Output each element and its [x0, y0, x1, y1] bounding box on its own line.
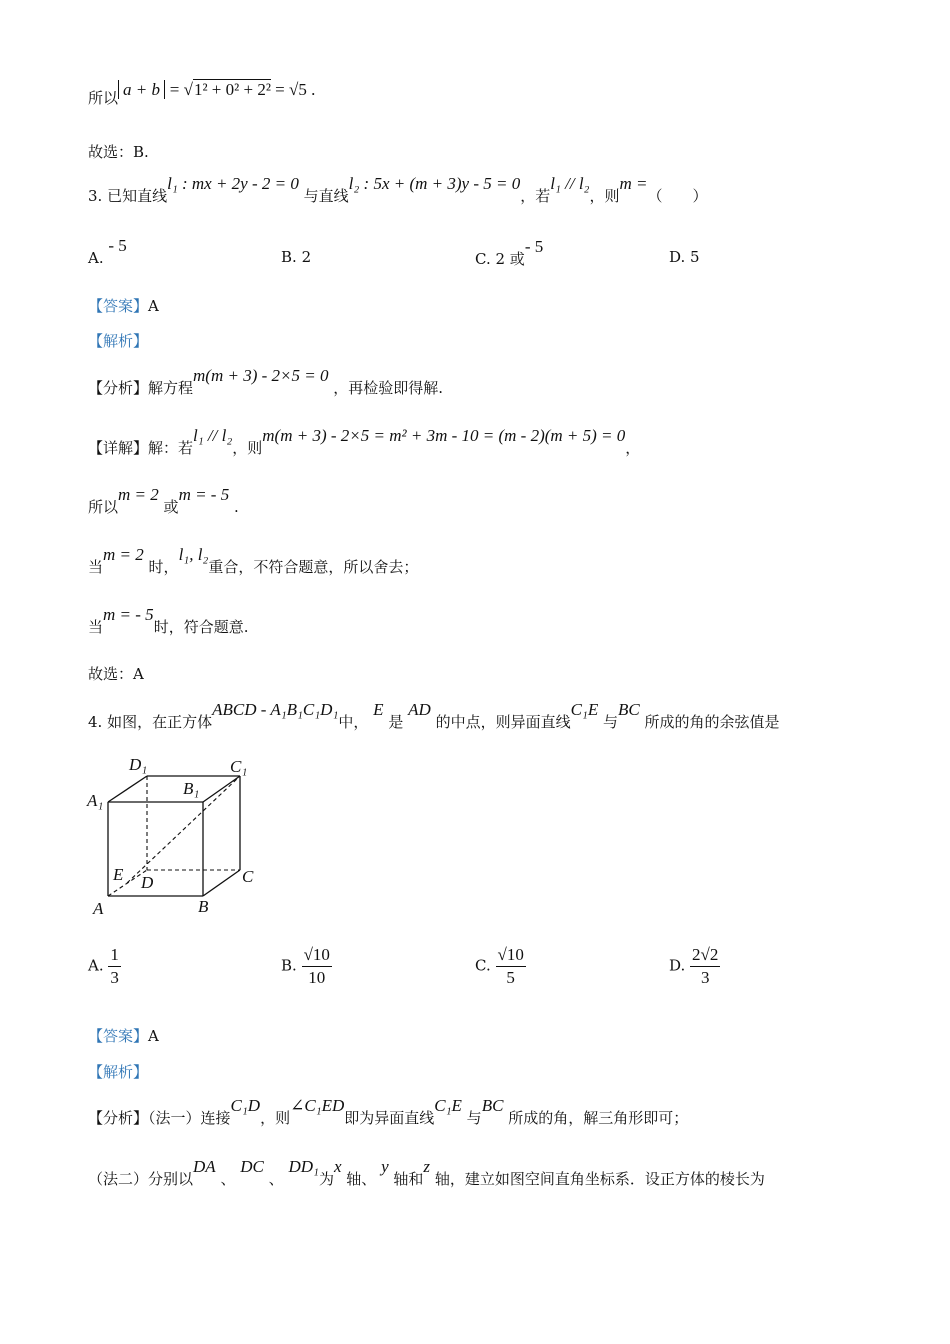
- fraction-denominator: 3: [110, 968, 119, 987]
- q4-bc: BC: [618, 700, 640, 719]
- label-c1: C₁: [230, 757, 248, 776]
- detail-end: ，: [625, 439, 641, 457]
- q3-condition: l₁ // l₂: [550, 174, 590, 193]
- when-text-3: 重合，不符合题意，所以舍去；: [208, 558, 419, 576]
- q3-cond-prefix: ，若: [520, 187, 551, 205]
- option-letter: D.: [669, 248, 686, 266]
- option-fraction: [690, 944, 720, 989]
- edge-b1c1: [203, 776, 240, 802]
- q4-ad: AD: [408, 700, 431, 719]
- so-m1: m = 2: [118, 485, 159, 504]
- answer-value: A: [148, 1027, 159, 1045]
- q4-mid: 的中点，则异面直线: [435, 713, 571, 731]
- fenxi-tag: 【分析】: [88, 1109, 149, 1127]
- label-d: D: [141, 873, 154, 892]
- q4-method2: [88, 1157, 765, 1189]
- q4-mid: 是: [388, 713, 404, 731]
- fraction-denominator: 5: [506, 968, 515, 987]
- so-or: 或: [163, 498, 179, 516]
- answer-value: A: [148, 297, 159, 315]
- option-value: 2: [301, 248, 312, 266]
- q4-option-a[interactable]: [88, 944, 121, 989]
- q4-prefix: 4. 如图，在正方体: [88, 713, 213, 731]
- q3-option-a[interactable]: [88, 236, 127, 268]
- answer-tag: 【答案】: [88, 1027, 149, 1045]
- fenxi-c1e: C₁E: [434, 1096, 462, 1115]
- when-text: 当: [88, 558, 104, 576]
- fenxi-text: 解方程: [148, 379, 194, 397]
- sqrt-result: = √1² + 0² + 2² = √5 .: [169, 80, 316, 99]
- method2-sep: 、: [220, 1170, 236, 1188]
- fraction-numerator: 1: [108, 944, 121, 967]
- q4-cube: ABCD - A₁B₁C₁D₁: [212, 700, 339, 719]
- q4-analysis-tag: 【解析】: [88, 1063, 149, 1081]
- q3-option-d[interactable]: [669, 248, 700, 266]
- q3-ask: m =: [619, 174, 648, 193]
- result-value: = √5 .: [275, 80, 316, 99]
- q4-c1e: C₁E: [570, 700, 599, 719]
- fenxi-equation: m(m + 3) - 2×5 = 0: [193, 366, 329, 385]
- method2-x: x: [333, 1157, 342, 1176]
- q4-mid: 与: [603, 713, 619, 731]
- prev-result-line: [88, 80, 316, 108]
- q4-answer: [88, 1026, 159, 1046]
- q3-stem: [88, 174, 708, 206]
- label-e: E: [113, 865, 124, 884]
- q3-analysis-tag: 【解析】: [88, 332, 149, 350]
- so-label: 所以: [88, 89, 119, 107]
- label-b1: B₁: [183, 779, 200, 798]
- q3-then: ，则: [589, 187, 620, 205]
- fenxi-text: 所成的角，解三角形即可；: [508, 1109, 689, 1127]
- method2-sep: 、: [268, 1170, 284, 1188]
- method2-da: DA: [193, 1157, 216, 1176]
- q3-option-b[interactable]: [281, 248, 311, 266]
- label-d1: D₁: [129, 755, 148, 774]
- q4-mid: 中，: [338, 713, 369, 731]
- prev-choice: 故选：B.: [88, 143, 149, 161]
- abs-expression: a + b: [118, 80, 165, 99]
- fenxi-c1d: C₁D: [230, 1096, 261, 1115]
- q3-when1: [88, 545, 419, 577]
- fenxi-text: 即为异面直线: [344, 1109, 435, 1127]
- detail-text-2: ，则: [232, 439, 263, 457]
- option-value: 2 或: [495, 250, 525, 268]
- q3-fenxi: [88, 366, 444, 398]
- detail-tag: 【详解】: [88, 439, 149, 457]
- q3-choice: 故选：A: [88, 665, 144, 683]
- method2-text: （法二）分别以: [88, 1170, 194, 1188]
- label-a: A: [93, 899, 104, 918]
- detail-equation: m(m + 3) - 2×5 = m² + 3m - 10 = (m - 2)(m + 5) = 0: [262, 426, 626, 445]
- fraction-numerator: √10: [496, 944, 526, 967]
- fraction-numerator: √10: [302, 944, 332, 967]
- method2-y: y: [381, 1157, 389, 1176]
- label-a1: A₁: [87, 791, 104, 810]
- q3-middle: 与直线: [303, 187, 349, 205]
- fraction-denominator: 3: [700, 968, 710, 987]
- option-value: - 5: [108, 236, 127, 255]
- so-dot: .: [234, 498, 239, 516]
- fenxi-text-end: ，再检验即得解.: [333, 379, 444, 397]
- q3-detail: [88, 426, 641, 458]
- answer-tag: 【答案】: [88, 297, 149, 315]
- option-fraction: [108, 944, 121, 989]
- option-value: 5: [690, 248, 700, 266]
- sqrt-inner: 1² + 0² + 2²: [193, 80, 271, 99]
- q3-so-line: [88, 485, 239, 517]
- option-fraction: [302, 944, 332, 989]
- q4-option-b[interactable]: [281, 944, 332, 989]
- method2-z: z: [423, 1157, 431, 1176]
- fenxi-text: 与: [466, 1109, 482, 1127]
- fraction-denominator: 10: [308, 968, 326, 987]
- label-b: B: [198, 897, 209, 916]
- option-fraction: [496, 944, 526, 989]
- option-letter: B.: [281, 956, 297, 975]
- q3-line2-eq: l₂ : 5x + (m + 3)y - 5 = 0: [348, 174, 521, 193]
- q3-when2: [88, 605, 249, 637]
- fenxi-tag: 【分析】: [88, 379, 149, 397]
- label-c: C: [242, 867, 254, 886]
- so-text: 所以: [88, 498, 119, 516]
- q3-paren: （ ）: [647, 187, 708, 205]
- q3-option-c[interactable]: [475, 237, 544, 269]
- fenxi-bc: BC: [481, 1096, 504, 1115]
- when-text-2: 时，: [148, 558, 179, 576]
- q4-option-d[interactable]: [669, 944, 720, 989]
- q3-answer: [88, 296, 159, 316]
- option-letter: C.: [475, 956, 491, 975]
- q4-e: E: [373, 700, 384, 719]
- when-text: 当: [88, 618, 104, 636]
- q4-stem: [88, 700, 780, 732]
- detail-text: 解：若: [148, 439, 194, 457]
- fenxi-text: ，则: [260, 1109, 291, 1127]
- fenxi-text: （法一）连接: [148, 1109, 231, 1127]
- q4-option-c[interactable]: [475, 944, 526, 989]
- when-m: m = - 5: [103, 605, 154, 624]
- edge-a1d1: [108, 776, 147, 802]
- method2-text: 为: [318, 1170, 334, 1188]
- method2-dd1: DD₁: [288, 1157, 319, 1176]
- q4-suffix: 所成的角的余弦值是: [644, 713, 780, 731]
- option-letter: A.: [88, 249, 104, 267]
- detail-condition: l₁ // l₂: [193, 426, 233, 445]
- option-letter: A.: [88, 956, 104, 975]
- option-letter: C.: [475, 250, 491, 268]
- fraction-numerator: 2√2: [690, 944, 720, 967]
- q4-fenxi: [88, 1096, 689, 1128]
- option-letter: B.: [281, 248, 297, 266]
- method2-text: 轴、: [346, 1170, 377, 1188]
- option-extra: - 5: [524, 237, 544, 256]
- so-m2: m = - 5: [178, 485, 230, 504]
- when-lines: l₁, l₂: [178, 545, 209, 564]
- when-text-2: 时，符合题意.: [153, 618, 249, 636]
- when-m: m = 2: [103, 545, 144, 564]
- edge-bc: [203, 870, 240, 896]
- method2-text: 轴，建立如图空间直角坐标系．设正方体的棱长为: [434, 1170, 765, 1188]
- cube-figure: [85, 752, 265, 922]
- method2-dc: DC: [240, 1157, 264, 1176]
- q3-line1-eq: l₁ : mx + 2y - 2 = 0: [167, 174, 299, 193]
- fenxi-angle: ∠C₁ED: [290, 1096, 345, 1115]
- method2-text: 轴和: [393, 1170, 424, 1188]
- q3-prefix: 3. 已知直线: [88, 187, 168, 205]
- option-letter: D.: [669, 956, 686, 975]
